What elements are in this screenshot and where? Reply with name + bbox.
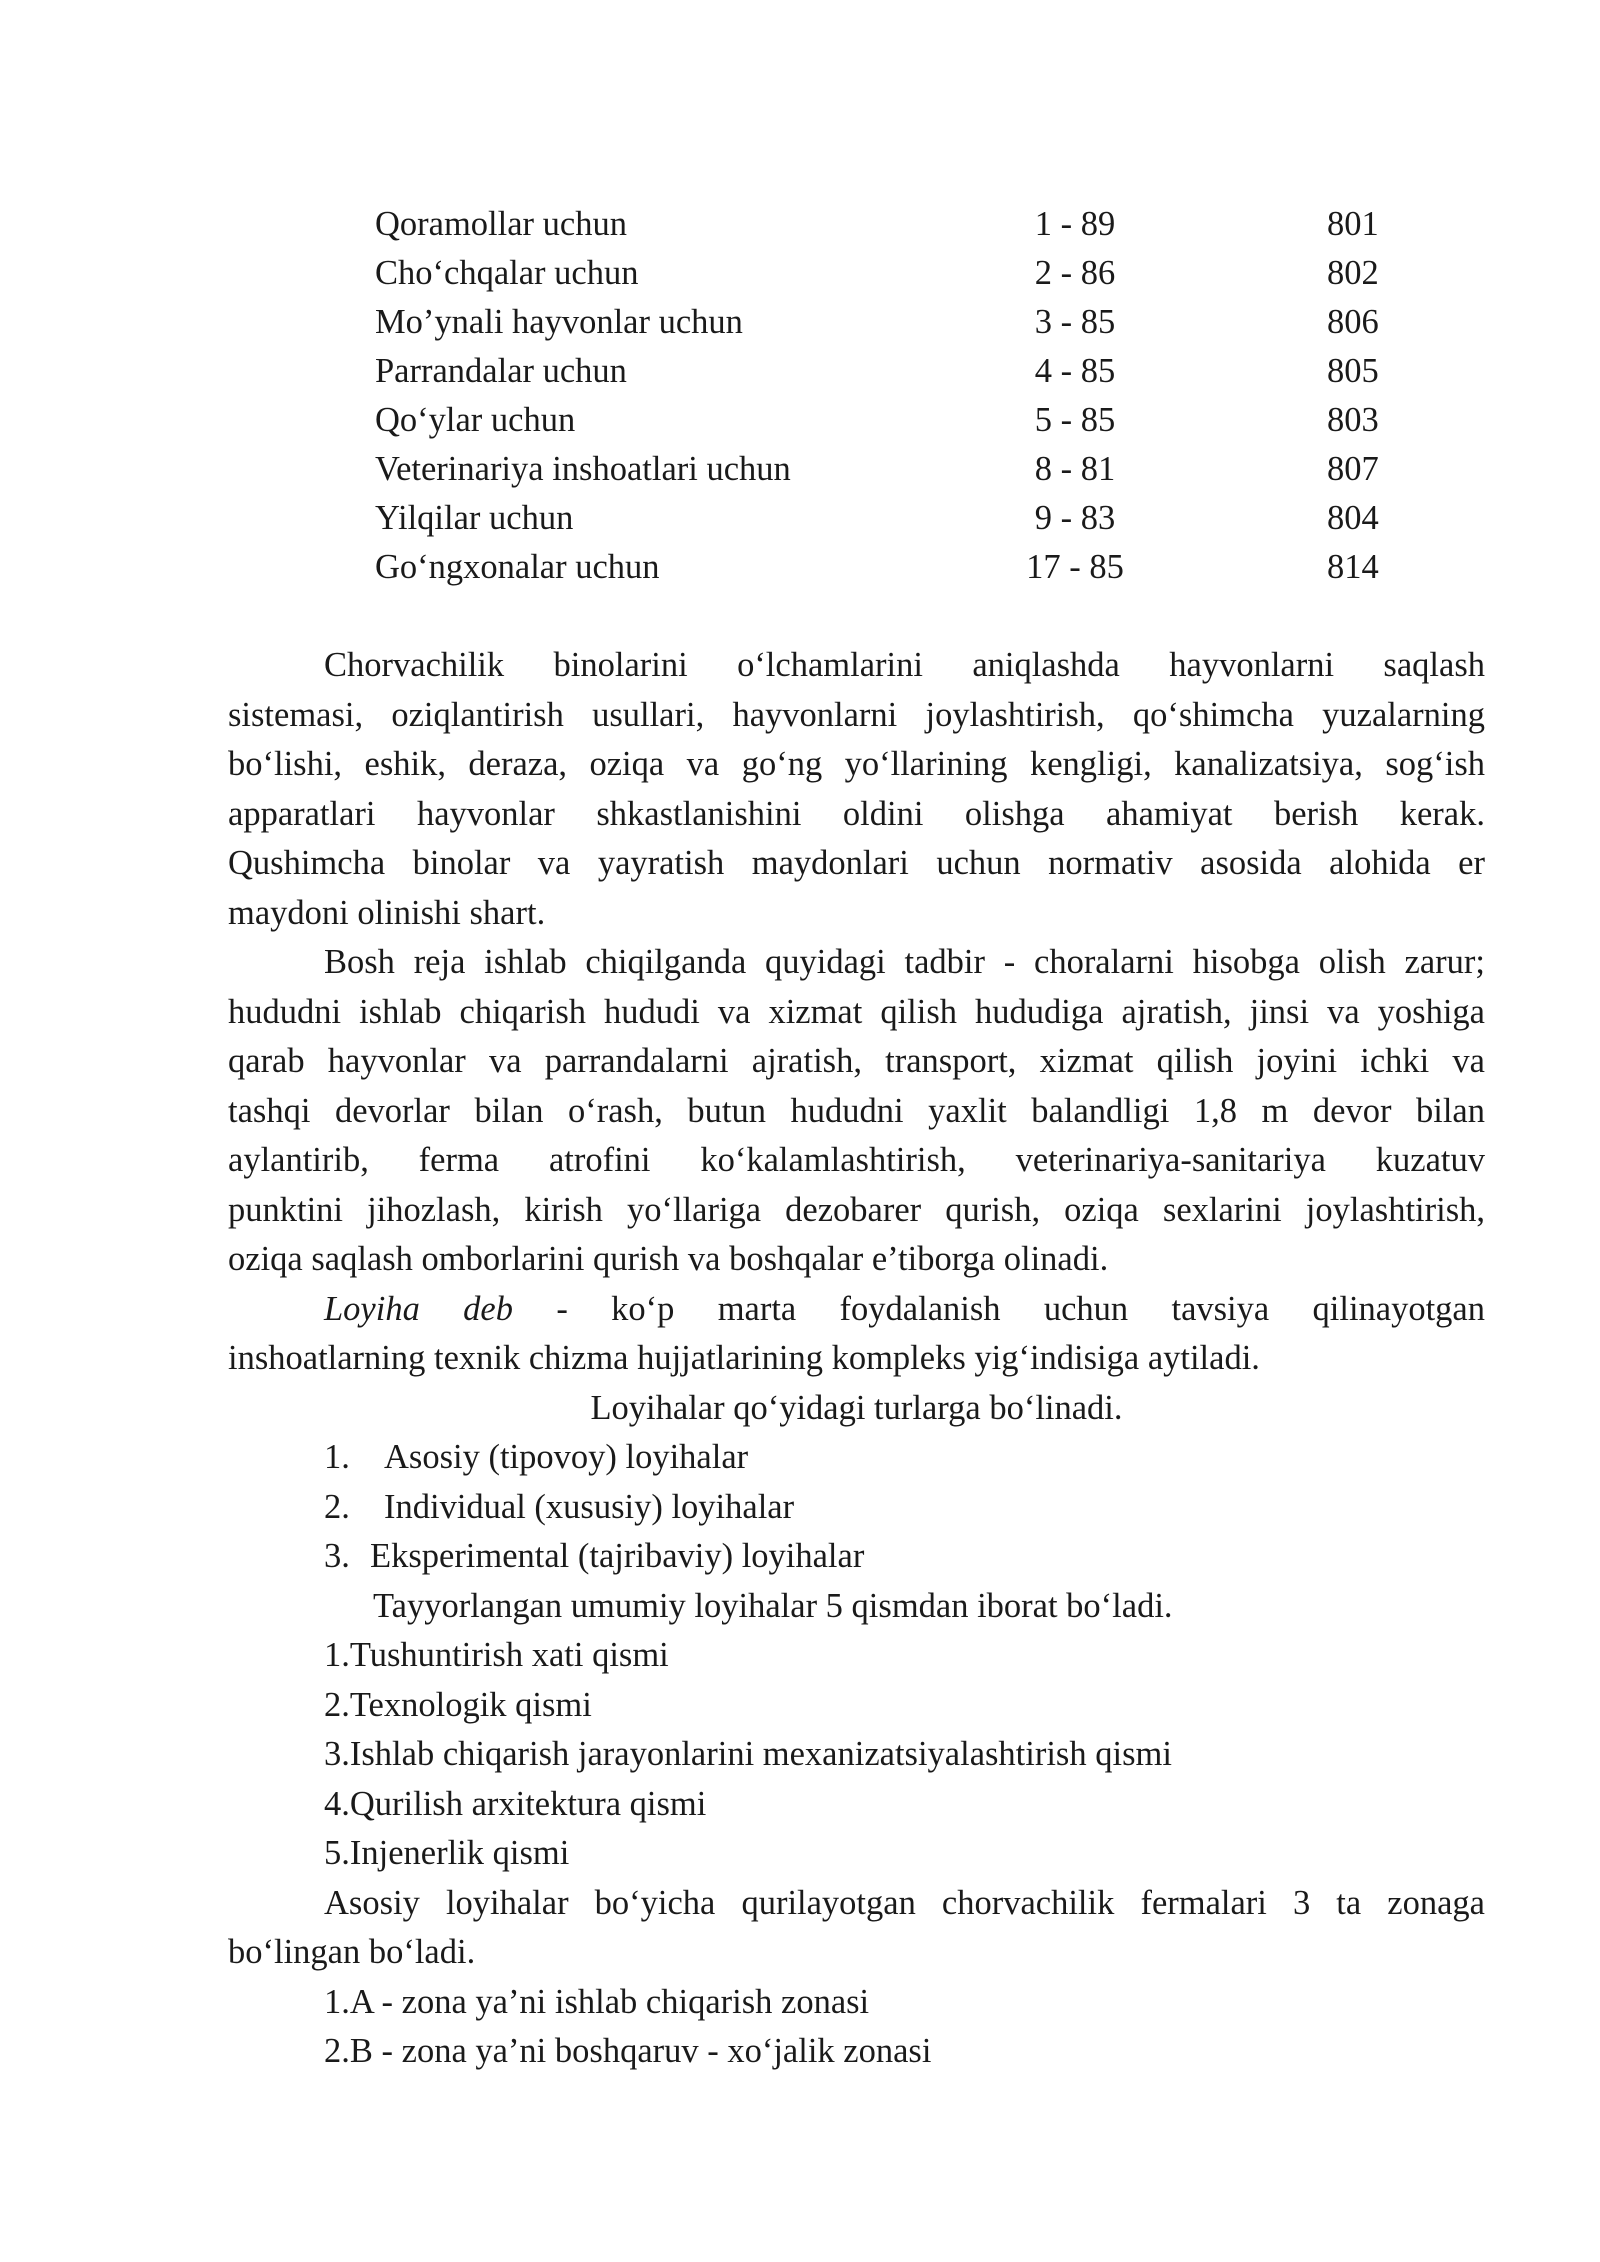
list-item bbox=[228, 1532, 1485, 1582]
types-heading: Loyihalar qo‘yidagi turlarga bo‘linadi. bbox=[590, 1388, 1123, 1427]
list-text: Eksperimental (tajribaviy) loyihalar bbox=[370, 1537, 865, 1575]
list-number: 2. bbox=[324, 1487, 350, 1526]
list-text: Asosiy (tipovoy) loyihalar bbox=[384, 1438, 749, 1476]
table-row bbox=[375, 543, 1425, 592]
list-item: 3.Ishlab chiqarish jarayonlarini mexanizatsiyalashtirish qismi bbox=[324, 1735, 1172, 1773]
list-item bbox=[228, 1433, 1485, 1483]
table-cell-name: Qo‘ylar uchun bbox=[375, 401, 576, 439]
table-cell-number: 802 bbox=[1327, 254, 1379, 292]
table-cell-code: 2 - 86 bbox=[1034, 254, 1116, 292]
table-cell-code: 3 - 85 bbox=[1034, 303, 1116, 341]
table-cell-name: Veterinariya inshoatlari uchun bbox=[375, 450, 791, 488]
table-cell-number: 806 bbox=[1327, 303, 1379, 341]
list-item: 2.Texnologik qismi bbox=[324, 1685, 592, 1724]
definition-text: - ko‘p marta foydalanish uchun tavsiya qilinayotgan bbox=[556, 1289, 1485, 1328]
table-row bbox=[375, 298, 1425, 347]
table-cell-name: Go‘ngxonalar uchun bbox=[375, 548, 660, 586]
list-item: 1.A - zona ya’ni ishlab chiqarish zonasi bbox=[324, 1982, 870, 2021]
table-cell-code: 8 - 81 bbox=[1034, 450, 1116, 488]
table-row bbox=[375, 396, 1425, 445]
table-cell-number: 804 bbox=[1327, 499, 1379, 537]
list-item: 5.Injenerlik qismi bbox=[324, 1834, 570, 1872]
paragraph-line: tashqi devorlar bilan o‘rash, butun hududni yaxlit balandligi 1,8 m devor bilan bbox=[228, 1091, 1485, 1130]
table-cell-code: 4 - 85 bbox=[1034, 352, 1116, 390]
paragraph-line: bo‘lingan bo‘ladi. bbox=[228, 1933, 476, 1971]
list-text: Individual (xususiy) loyihalar bbox=[384, 1487, 795, 1526]
table-row bbox=[375, 347, 1425, 396]
table-cell-code: 17 - 85 bbox=[1026, 548, 1124, 586]
paragraph-line: Bosh reja ishlab chiqilganda quyidagi tadbir - choralarni hisobga olish zarur; bbox=[324, 943, 1485, 981]
body-text bbox=[228, 641, 1485, 2077]
table-row bbox=[375, 200, 1425, 249]
definition-line: inshoatlarning texnik chizma hujjatlarining kompleks yig‘indisiga aytiladi. bbox=[228, 1339, 1260, 1377]
list-item bbox=[228, 1483, 1485, 1533]
table-cell-number: 805 bbox=[1327, 352, 1379, 390]
table-cell-name: Yilqilar uchun bbox=[375, 499, 574, 537]
table-cell-name: Qoramollar uchun bbox=[375, 205, 627, 243]
table-cell-number: 814 bbox=[1327, 548, 1379, 586]
table-cell-number: 803 bbox=[1327, 401, 1379, 439]
table-cell-code: 1 - 89 bbox=[1034, 205, 1116, 243]
paragraph-line: sistemasi, oziqlantirish usullari, hayvonlarni joylashtirish, qo‘shimcha yuzalarning bbox=[228, 695, 1485, 734]
paragraph-line: apparatlari hayvonlar shkastlanishini oldini olishga ahamiyat berish kerak. bbox=[228, 794, 1485, 833]
table-cell-name: Cho‘chqalar uchun bbox=[375, 254, 639, 292]
paragraph-line: aylantirib, ferma atrofini ko‘kalamlashtirish, veterinariya-sanitariya kuzatuv bbox=[228, 1141, 1485, 1179]
parts-heading: Tayyorlangan umumiy loyihalar 5 qismdan iborat bo‘ladi. bbox=[373, 1586, 1173, 1625]
paragraph-line: Qushimcha binolar va yayratish maydonlari uchun normativ asosida alohida er bbox=[228, 844, 1485, 882]
paragraph-line: punktini jihozlash, kirish yo‘llariga dezobarer qurish, oziqa sexlarini joylashtirish, bbox=[228, 1190, 1485, 1229]
list-item: 1.Tushuntirish xati qismi bbox=[324, 1636, 669, 1674]
paragraph-line: hududni ishlab chiqarish hududi va xizmat qilish hududiga ajratish, jinsi va yoshiga bbox=[228, 992, 1485, 1031]
list-number: 3. bbox=[324, 1537, 350, 1575]
definition-term: Loyiha deb bbox=[324, 1289, 513, 1328]
paragraph-line: Chorvachilik binolarini o‘lchamlarini aniqlashda hayvonlarni saqlash bbox=[324, 646, 1485, 684]
paragraph-line: maydoni olinishi shart. bbox=[228, 893, 546, 932]
list-item: 2.B - zona ya’ni boshqaruv - xo‘jalik zonasi bbox=[324, 2032, 932, 2070]
list-number: 1. bbox=[324, 1438, 350, 1476]
table-cell-code: 5 - 85 bbox=[1034, 401, 1116, 439]
table-cell-name: Parrandalar uchun bbox=[375, 352, 627, 390]
paragraph-line: oziqa saqlash omborlarini qurish va boshqalar e’tiborga olinadi. bbox=[228, 1240, 1109, 1278]
table-row bbox=[375, 445, 1425, 494]
table-cell-name: Mo’ynali hayvonlar uchun bbox=[375, 303, 743, 341]
paragraph-line: qarab hayvonlar va parrandalarni ajratish, transport, xizmat qilish joyini ichki va bbox=[228, 1042, 1485, 1080]
table-cell-number: 801 bbox=[1327, 205, 1379, 243]
paragraph-line: bo‘lishi, eshik, deraza, oziqa va go‘ng yo‘llarining kengligi, kanalizatsiya, sog‘ish bbox=[228, 745, 1485, 783]
paragraph-line: Asosiy loyihalar bo‘yicha qurilayotgan chorvachilik fermalari 3 ta zonaga bbox=[324, 1883, 1485, 1922]
table-cell-code: 9 - 83 bbox=[1034, 499, 1116, 537]
table-row bbox=[375, 249, 1425, 298]
definition-line bbox=[228, 1285, 1485, 1335]
norms-table bbox=[375, 200, 1425, 592]
table-row bbox=[375, 494, 1425, 543]
list-item: 4.Qurilish arxitektura qismi bbox=[324, 1784, 707, 1823]
table-cell-number: 807 bbox=[1327, 450, 1379, 488]
